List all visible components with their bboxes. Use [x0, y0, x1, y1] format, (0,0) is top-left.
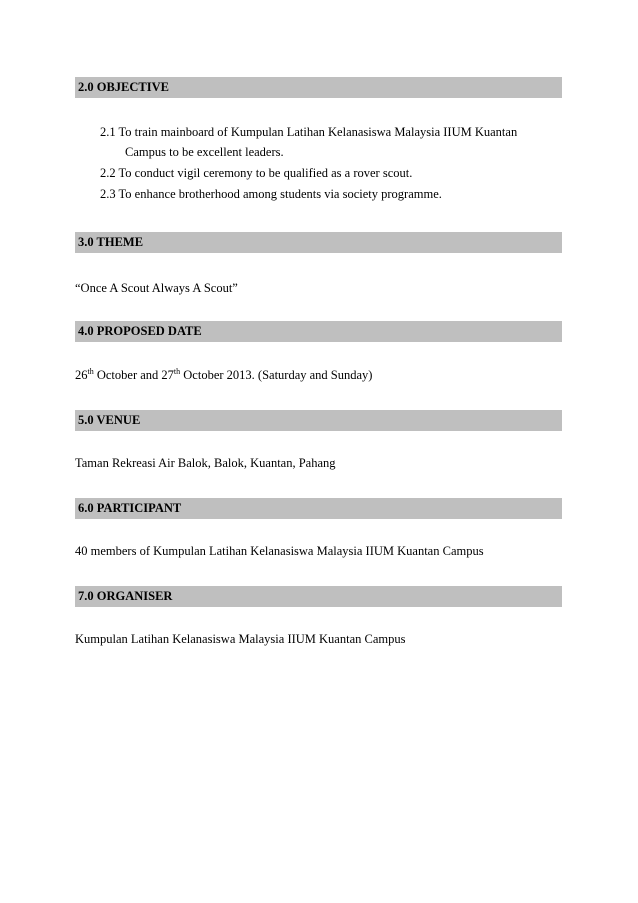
objective-item-3	[100, 187, 442, 202]
objective-item-2-number: 2.2	[100, 166, 116, 180]
objective-item-1-continuation: Campus to be excellent leaders.	[125, 145, 284, 159]
organiser-heading-bar	[75, 586, 562, 607]
objective-item-2	[100, 166, 412, 181]
objective-heading-bar	[75, 77, 562, 98]
objective-item-1-number: 2.1	[100, 125, 116, 139]
organiser-text: Kumpulan Latihan Kelanasiswa Malaysia IIUM Kuantan Campus	[75, 632, 406, 646]
date-day1: 26	[75, 368, 88, 382]
objective-item-3-number: 2.3	[100, 187, 116, 201]
venue-heading: 5.0 VENUE	[78, 413, 141, 427]
theme-heading: 3.0 THEME	[78, 235, 144, 249]
venue-heading-bar	[75, 410, 562, 431]
objective-item-1	[100, 125, 517, 140]
objective-item-1-text: To train mainboard of Kumpulan Latihan Kelanasiswa Malaysia IIUM Kuantan	[118, 125, 518, 139]
proposed-date-heading: 4.0 PROPOSED DATE	[78, 324, 202, 338]
venue-text: Taman Rekreasi Air Balok, Balok, Kuantan, Pahang	[75, 456, 336, 470]
date-day2-suffix: th	[173, 367, 181, 376]
objective-heading: 2.0 OBJECTIVE	[78, 80, 169, 94]
theme-text: “Once A Scout Always A Scout”	[75, 281, 238, 295]
proposed-date-text	[75, 368, 372, 383]
proposed-date-heading-bar	[75, 321, 562, 342]
theme-heading-bar	[75, 232, 562, 253]
date-mid: October and 27	[93, 368, 174, 382]
organiser-heading: 7.0 ORGANISER	[78, 589, 173, 603]
objective-item-2-text: To conduct vigil ceremony to be qualified as a rover scout.	[118, 166, 413, 180]
participant-heading: 6.0 PARTICIPANT	[78, 501, 182, 515]
date-rest: October 2013. (Saturday and Sunday)	[180, 368, 373, 382]
participant-heading-bar	[75, 498, 562, 519]
objective-item-3-text: To enhance brotherhood among students via society programme.	[118, 187, 442, 201]
date-day1-suffix: th	[87, 367, 94, 376]
participant-text: 40 members of Kumpulan Latihan Kelanasiswa Malaysia IIUM Kuantan Campus	[75, 544, 484, 558]
